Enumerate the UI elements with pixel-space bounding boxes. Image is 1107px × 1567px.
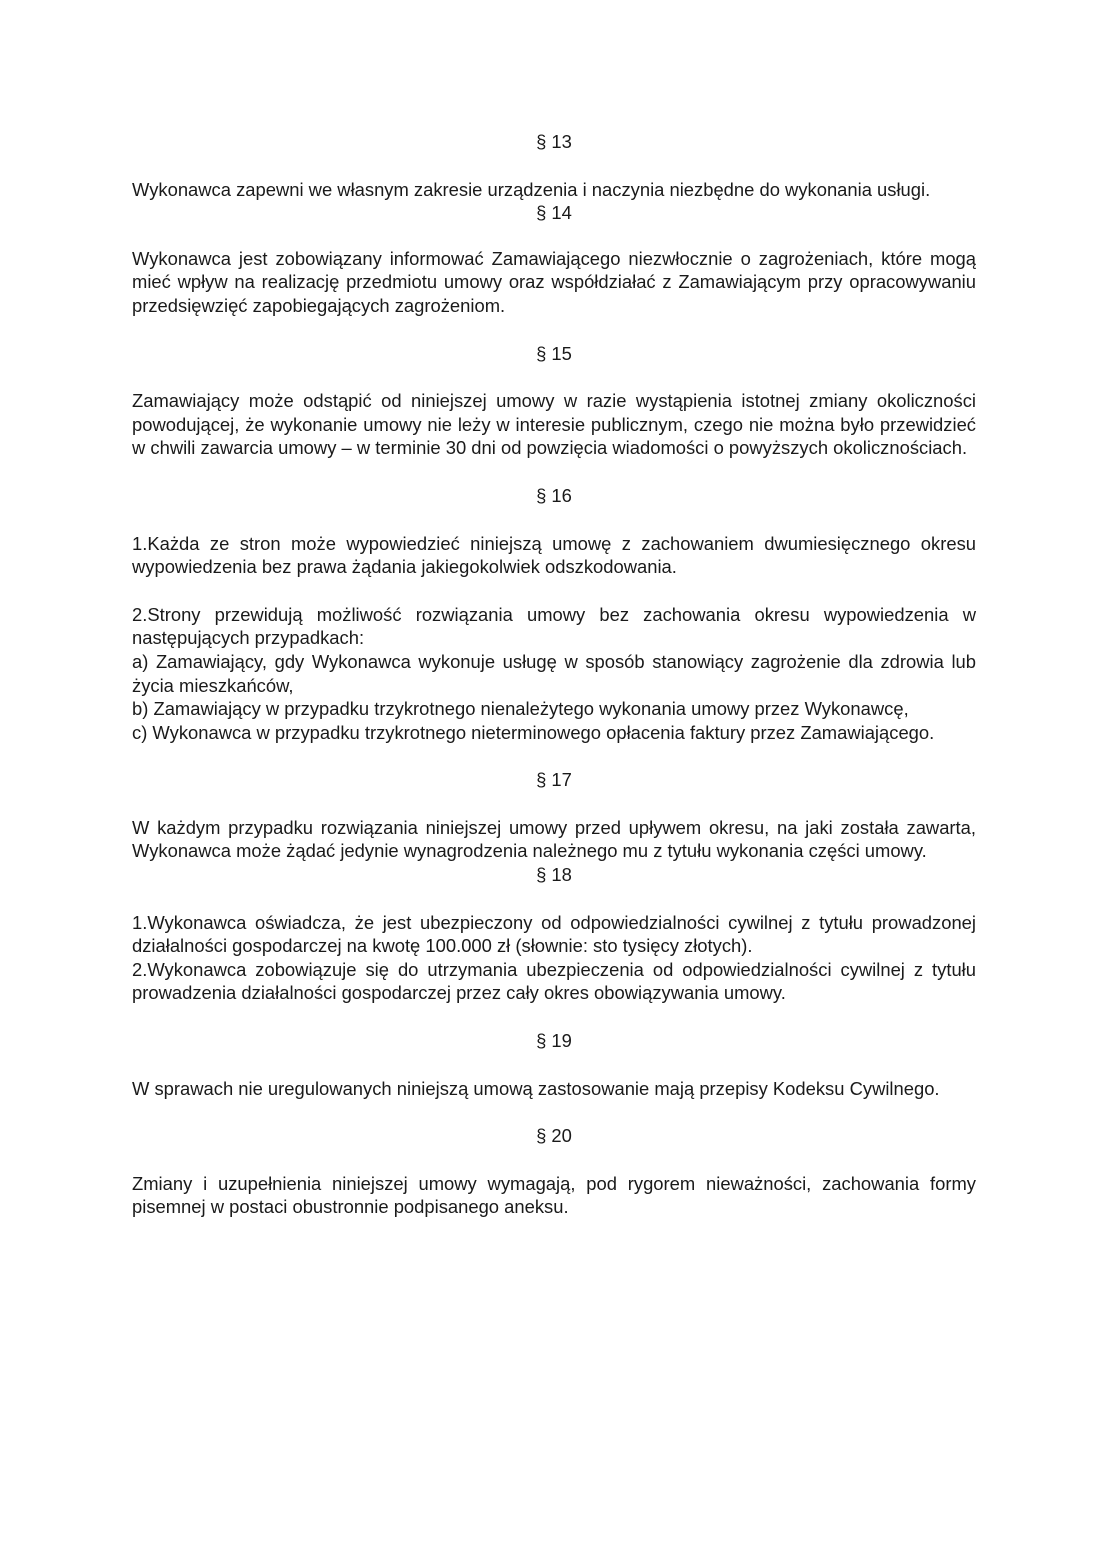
section-16-item-c: c) Wykonawca w przypadku trzykrotnego nieterminowego opłacenia faktury przez Zamawiającego. — [132, 721, 935, 743]
section-heading-16: § 16 — [536, 484, 572, 506]
section-heading-15: § 15 — [536, 342, 572, 364]
section-heading-14: § 14 — [536, 202, 572, 224]
section-heading-20: § 20 — [536, 1125, 572, 1147]
document-page — [132, 130, 976, 1219]
section-13-paragraph-1: Wykonawca zapewni we własnym zakresie urządzenia i naczynia niezbędne do wykonania usługi. — [132, 178, 931, 200]
section-heading-19: § 19 — [536, 1030, 572, 1052]
section-heading-17: § 17 — [536, 769, 572, 791]
section-heading-18: § 18 — [536, 864, 572, 886]
section-14-paragraph-1: Wykonawca jest zobowiązany informować Zamawiającego niezwłocznie o zagrożeniach, które mogą mieć wpływ na realizację przedmiotu umowy oraz współdziałać z Zamawiającym przy opracowywaniu przedsięwzięć zapobiegających zagrożeniom. — [132, 247, 976, 316]
section-18-paragraph-2: 2.Wykonawca zobowiązuje się do utrzymania ubezpieczenia od odpowiedzialności cywilnej z tytułu prowadzenia działalności gospodarczej przez cały okres obowiązywania umowy. — [132, 958, 976, 1004]
section-17-paragraph-1: W każdym przypadku rozwiązania niniejszej umowy przed upływem okresu, na jaki została zawarta, Wykonawca może żądać jedynie wynagrodzenia należnego mu z tytułu wykonania części umowy. — [132, 816, 976, 862]
section-15-paragraph-1: Zamawiający może odstąpić od niniejszej umowy w razie wystąpienia istotnej zmiany okoliczności powodującej, że wykonanie umowy nie leży w interesie publicznym, czego nie można było przewidzieć w chwili zawarcia umowy – w terminie 30 dni od powzięcia wiadomości o powyższych okolicznościach. — [132, 390, 976, 459]
section-16-paragraph-1: 1.Każda ze stron może wypowiedzieć niniejszą umowę z zachowaniem dwumiesięcznego okresu wypowiedzenia bez prawa żądania jakiegokolwiek odszkodowania. — [132, 532, 976, 578]
section-heading-13: § 13 — [536, 131, 572, 152]
section-16-item-b: b) Zamawiający w przypadku trzykrotnego nienależytego wykonania umowy przez Wykonawcę, — [132, 698, 909, 720]
section-16-item-a: a) Zamawiający, gdy Wykonawca wykonuje usługę w sposób stanowiący zagrożenie dla zdrowia lub życia mieszkańców, — [132, 650, 976, 696]
section-20-paragraph-1: Zmiany i uzupełnienia niniejszej umowy wymagają, pod rygorem nieważności, zachowania formy pisemnej w postaci obustronnie podpisanego aneksu. — [132, 1172, 976, 1218]
section-19-paragraph-1: W sprawach nie uregulowanych niniejszą umową zastosowanie mają przepisy Kodeksu Cywilnego. — [132, 1077, 940, 1099]
section-18-paragraph-1: 1.Wykonawca oświadcza, że jest ubezpieczony od odpowiedzialności cywilnej z tytułu prowadzonej działalności gospodarczej na kwotę 100.000 zł (słownie: sto tysięcy złotych). — [132, 911, 976, 957]
section-16-paragraph-2: 2.Strony przewidują możliwość rozwiązania umowy bez zachowania okresu wypowiedzenia w następujących przypadkach: — [132, 603, 976, 649]
